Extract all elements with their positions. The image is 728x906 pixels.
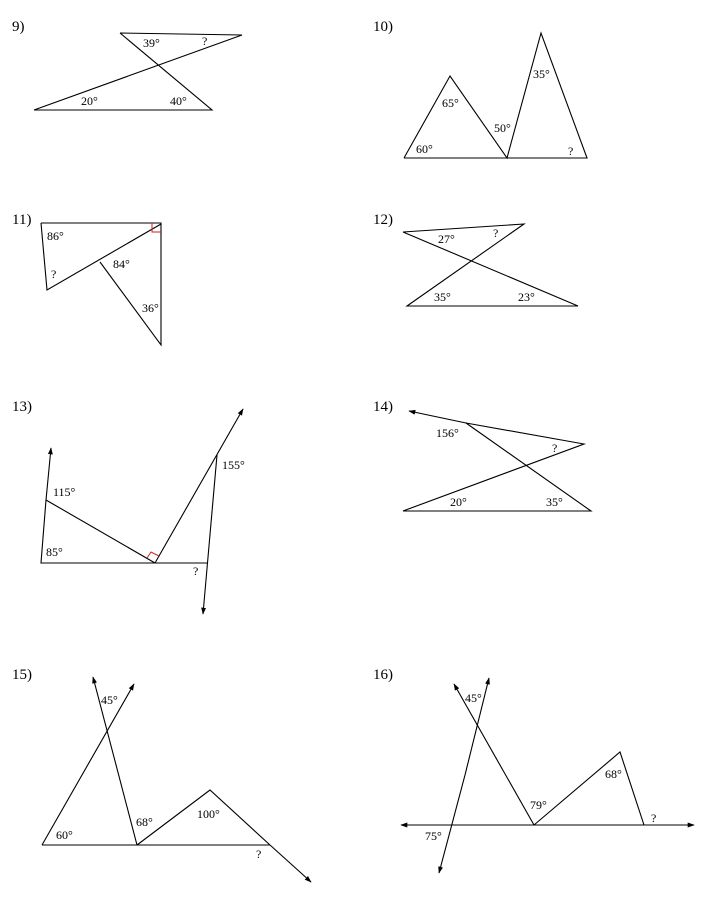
unknown-angle-label: ? — [568, 144, 574, 158]
arrow-line — [42, 684, 134, 845]
bowtie-figure — [403, 224, 578, 306]
angle-label: 79° — [530, 798, 547, 812]
problem-number: 15) — [12, 667, 32, 683]
right-angle-marker — [147, 552, 159, 558]
problem-13 — [12, 399, 245, 614]
angle-label: 84° — [113, 257, 130, 271]
angle-label: 35° — [434, 290, 451, 304]
problem-number: 11) — [12, 212, 32, 228]
problem-number: 12) — [373, 212, 393, 228]
angle-label: 27° — [438, 232, 455, 246]
problem-16 — [373, 667, 694, 873]
angle-label: 115° — [53, 485, 76, 499]
angle-label: 60° — [416, 142, 433, 156]
angle-label: 45° — [101, 693, 118, 707]
problem-12 — [373, 212, 578, 306]
arrow-line — [409, 411, 466, 423]
angle-label: 86° — [47, 229, 64, 243]
angle-label: 45° — [465, 691, 482, 705]
problem-15 — [12, 667, 311, 882]
angle-label: 36° — [142, 301, 159, 315]
unknown-angle-label: ? — [651, 811, 657, 825]
angle-label: 39° — [143, 36, 160, 50]
angle-label: 60° — [56, 828, 73, 842]
problem-number: 16) — [373, 667, 393, 683]
arrow-line — [155, 409, 243, 563]
angle-label: 155° — [222, 458, 245, 472]
problem-number: 10) — [373, 19, 393, 35]
arrow-line — [454, 684, 534, 825]
angle-label: 35° — [533, 67, 550, 81]
angle-label: 156° — [436, 426, 459, 440]
unknown-angle-label: ? — [51, 267, 57, 281]
problem-number: 9) — [12, 19, 25, 35]
angle-label: 20° — [81, 94, 98, 108]
angle-label: 35° — [546, 495, 563, 509]
problem-10 — [373, 19, 587, 158]
angle-label: 20° — [450, 495, 467, 509]
arrow-line — [46, 448, 51, 500]
angle-label: 23° — [518, 290, 535, 304]
arrow-line — [203, 455, 217, 614]
unknown-angle-label: ? — [493, 226, 499, 240]
angle-label: 68° — [136, 815, 153, 829]
problem-9 — [12, 19, 242, 110]
unknown-angle-label: ? — [552, 441, 558, 455]
problem-number: 13) — [12, 399, 32, 415]
angle-label: 75° — [425, 829, 442, 843]
bowtie-figure — [34, 33, 242, 110]
arrow-line — [270, 845, 311, 882]
angle-label: 40° — [170, 94, 187, 108]
figure-outline — [41, 500, 208, 563]
two-triangles-figure — [404, 33, 587, 158]
angle-label: 100° — [197, 807, 220, 821]
angle-label: 50° — [494, 121, 511, 135]
problem-11 — [12, 212, 161, 345]
angle-label: 85° — [46, 545, 63, 559]
unknown-angle-label: ? — [202, 34, 208, 48]
problem-number: 14) — [373, 399, 393, 415]
arrow-line — [439, 775, 465, 873]
triangle-outline — [534, 752, 644, 825]
angle-label: 68° — [605, 767, 622, 781]
unknown-angle-label: ? — [193, 564, 199, 578]
unknown-angle-label: ? — [256, 847, 262, 861]
angle-label: 65° — [442, 96, 459, 110]
problem-14 — [373, 399, 591, 511]
